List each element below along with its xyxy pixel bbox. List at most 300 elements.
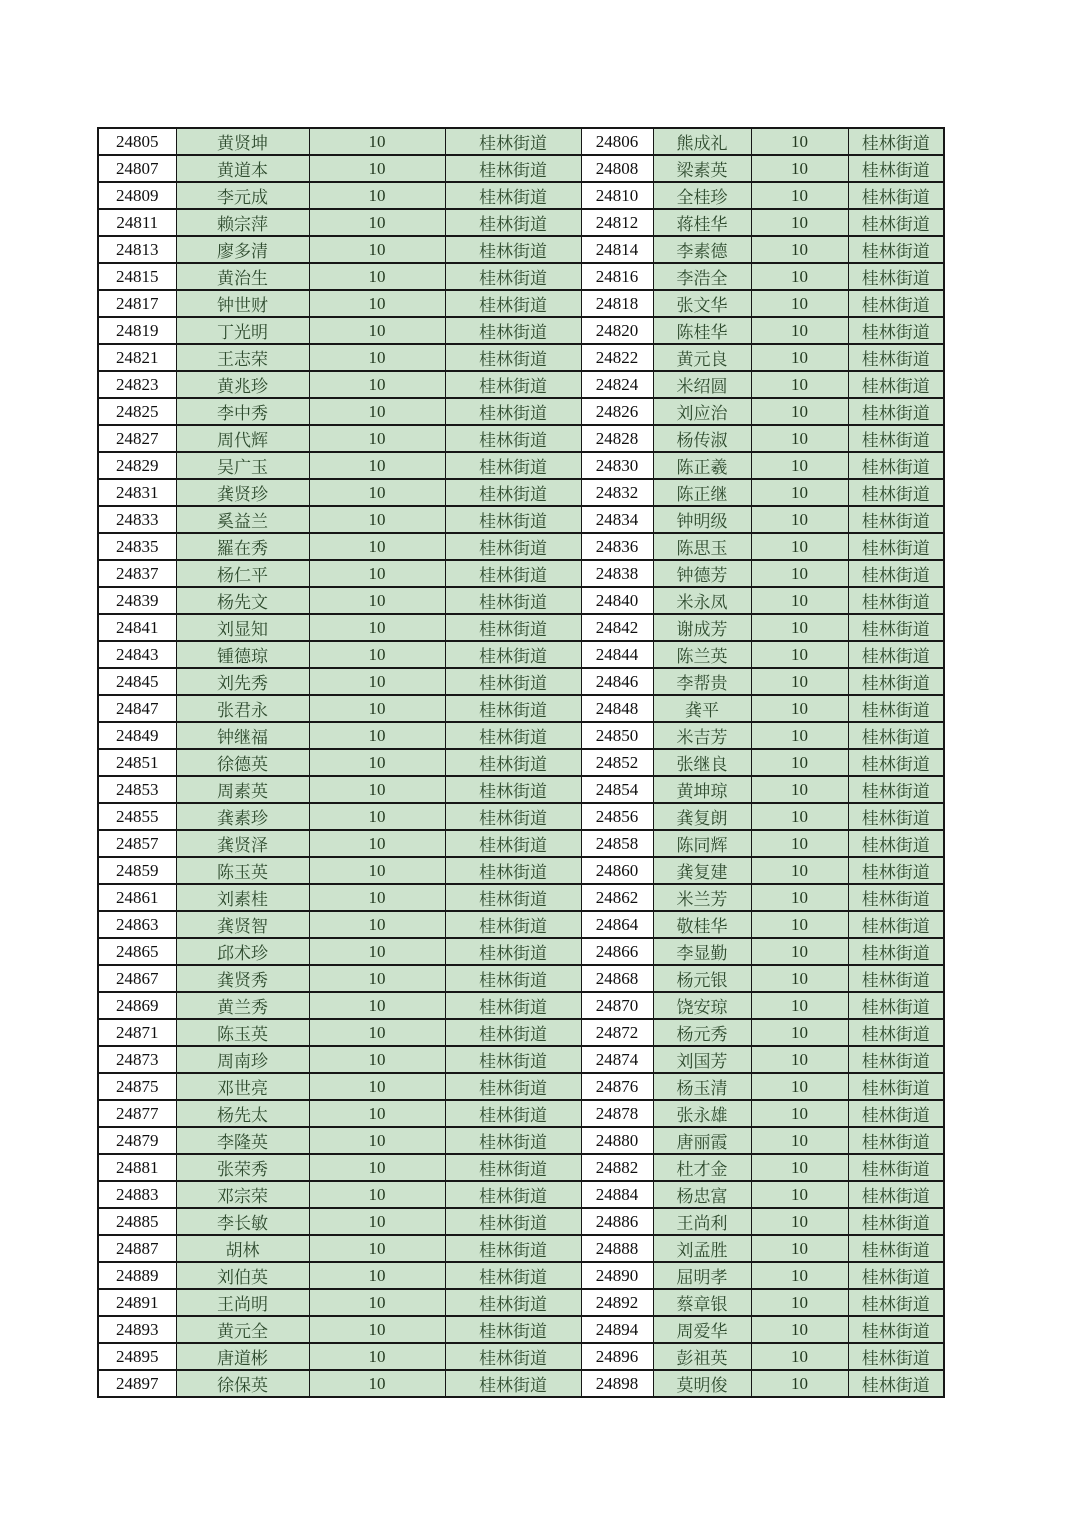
person-name-cell: 米绍圆 xyxy=(653,371,751,398)
street-cell: 桂林街道 xyxy=(848,1127,944,1154)
table-row xyxy=(98,290,944,317)
table-row xyxy=(98,1073,944,1100)
street-cell: 桂林街道 xyxy=(848,938,944,965)
street-cell: 桂林街道 xyxy=(445,533,581,560)
street-cell: 桂林街道 xyxy=(848,1154,944,1181)
person-id-cell: 24838 xyxy=(581,560,653,587)
table-row xyxy=(98,776,944,803)
person-id-cell: 24842 xyxy=(581,614,653,641)
person-name-cell: 邓宗荣 xyxy=(176,1181,309,1208)
person-id-cell: 24824 xyxy=(581,371,653,398)
person-name-cell: 唐丽霞 xyxy=(653,1127,751,1154)
score-cell: 10 xyxy=(751,128,848,155)
score-cell: 10 xyxy=(309,884,445,911)
score-cell: 10 xyxy=(751,1154,848,1181)
table-row xyxy=(98,344,944,371)
person-name-cell: 杨元银 xyxy=(653,965,751,992)
score-cell: 10 xyxy=(751,668,848,695)
person-id-cell: 24835 xyxy=(98,533,176,560)
street-cell: 桂林街道 xyxy=(848,317,944,344)
person-name-cell: 黄兆珍 xyxy=(176,371,309,398)
score-cell: 10 xyxy=(309,425,445,452)
street-cell: 桂林街道 xyxy=(445,317,581,344)
person-name-cell: 陈玉英 xyxy=(176,1019,309,1046)
score-cell: 10 xyxy=(309,1370,445,1397)
person-id-cell: 24844 xyxy=(581,641,653,668)
person-id-cell: 24882 xyxy=(581,1154,653,1181)
street-cell: 桂林街道 xyxy=(445,587,581,614)
score-cell: 10 xyxy=(309,479,445,506)
score-cell: 10 xyxy=(309,1127,445,1154)
person-id-cell: 24860 xyxy=(581,857,653,884)
person-id-cell: 24821 xyxy=(98,344,176,371)
person-name-cell: 刘显知 xyxy=(176,614,309,641)
score-cell: 10 xyxy=(309,1235,445,1262)
person-id-cell: 24825 xyxy=(98,398,176,425)
person-name-cell: 刘先秀 xyxy=(176,668,309,695)
score-cell: 10 xyxy=(751,1208,848,1235)
person-name-cell: 杨先文 xyxy=(176,587,309,614)
street-cell: 桂林街道 xyxy=(445,992,581,1019)
street-cell: 桂林街道 xyxy=(445,1019,581,1046)
person-name-cell: 李长敏 xyxy=(176,1208,309,1235)
person-id-cell: 24863 xyxy=(98,911,176,938)
street-cell: 桂林街道 xyxy=(445,479,581,506)
person-name-cell: 敬桂华 xyxy=(653,911,751,938)
street-cell: 桂林街道 xyxy=(445,1181,581,1208)
table-row xyxy=(98,371,944,398)
person-id-cell: 24866 xyxy=(581,938,653,965)
table-row xyxy=(98,587,944,614)
score-cell: 10 xyxy=(751,1289,848,1316)
person-name-cell: 莫明俊 xyxy=(653,1370,751,1397)
score-cell: 10 xyxy=(751,155,848,182)
person-id-cell: 24832 xyxy=(581,479,653,506)
person-name-cell: 蒋桂华 xyxy=(653,209,751,236)
person-id-cell: 24837 xyxy=(98,560,176,587)
street-cell: 桂林街道 xyxy=(445,641,581,668)
score-cell: 10 xyxy=(751,560,848,587)
street-cell: 桂林街道 xyxy=(445,668,581,695)
table-row xyxy=(98,452,944,479)
person-id-cell: 24815 xyxy=(98,263,176,290)
person-id-cell: 24849 xyxy=(98,722,176,749)
score-cell: 10 xyxy=(309,1100,445,1127)
street-cell: 桂林街道 xyxy=(848,263,944,290)
person-name-cell: 刘应治 xyxy=(653,398,751,425)
score-cell: 10 xyxy=(751,830,848,857)
person-id-cell: 24880 xyxy=(581,1127,653,1154)
street-cell: 桂林街道 xyxy=(848,1289,944,1316)
person-name-cell: 黄坤琼 xyxy=(653,776,751,803)
street-cell: 桂林街道 xyxy=(445,371,581,398)
score-cell: 10 xyxy=(309,641,445,668)
person-name-cell: 龚贤泽 xyxy=(176,830,309,857)
score-cell: 10 xyxy=(309,533,445,560)
street-cell: 桂林街道 xyxy=(445,452,581,479)
score-cell: 10 xyxy=(751,938,848,965)
person-name-cell: 杨玉清 xyxy=(653,1073,751,1100)
person-name-cell: 唐道彬 xyxy=(176,1343,309,1370)
street-cell: 桂林街道 xyxy=(445,830,581,857)
person-name-cell: 李元成 xyxy=(176,182,309,209)
street-cell: 桂林街道 xyxy=(445,1370,581,1397)
person-id-cell: 24840 xyxy=(581,587,653,614)
street-cell: 桂林街道 xyxy=(445,236,581,263)
person-id-cell: 24868 xyxy=(581,965,653,992)
score-cell: 10 xyxy=(309,155,445,182)
person-name-cell: 李帮贵 xyxy=(653,668,751,695)
score-cell: 10 xyxy=(751,290,848,317)
person-id-cell: 24876 xyxy=(581,1073,653,1100)
table-row xyxy=(98,1154,944,1181)
person-id-cell: 24851 xyxy=(98,749,176,776)
street-cell: 桂林街道 xyxy=(848,695,944,722)
person-id-cell: 24871 xyxy=(98,1019,176,1046)
street-cell: 桂林街道 xyxy=(848,1370,944,1397)
street-cell: 桂林街道 xyxy=(445,344,581,371)
person-name-cell: 龚素珍 xyxy=(176,803,309,830)
street-cell: 桂林街道 xyxy=(848,1208,944,1235)
score-cell: 10 xyxy=(309,128,445,155)
person-id-cell: 24810 xyxy=(581,182,653,209)
score-cell: 10 xyxy=(751,1316,848,1343)
person-name-cell: 胡林 xyxy=(176,1235,309,1262)
street-cell: 桂林街道 xyxy=(848,560,944,587)
person-name-cell: 陈兰英 xyxy=(653,641,751,668)
person-name-cell: 龚贤珍 xyxy=(176,479,309,506)
person-name-cell: 梁素英 xyxy=(653,155,751,182)
person-id-cell: 24846 xyxy=(581,668,653,695)
street-cell: 桂林街道 xyxy=(445,857,581,884)
score-cell: 10 xyxy=(309,1046,445,1073)
street-cell: 桂林街道 xyxy=(848,182,944,209)
person-name-cell: 张文华 xyxy=(653,290,751,317)
street-cell: 桂林街道 xyxy=(848,236,944,263)
table-row xyxy=(98,1208,944,1235)
score-cell: 10 xyxy=(751,1100,848,1127)
table-row xyxy=(98,317,944,344)
score-cell: 10 xyxy=(751,425,848,452)
street-cell: 桂林街道 xyxy=(848,155,944,182)
person-name-cell: 黄道本 xyxy=(176,155,309,182)
person-id-cell: 24823 xyxy=(98,371,176,398)
person-name-cell: 李浩全 xyxy=(653,263,751,290)
street-cell: 桂林街道 xyxy=(848,1100,944,1127)
street-cell: 桂林街道 xyxy=(848,398,944,425)
person-id-cell: 24894 xyxy=(581,1316,653,1343)
person-id-cell: 24828 xyxy=(581,425,653,452)
street-cell: 桂林街道 xyxy=(848,1316,944,1343)
person-id-cell: 24826 xyxy=(581,398,653,425)
person-id-cell: 24852 xyxy=(581,749,653,776)
street-cell: 桂林街道 xyxy=(445,1154,581,1181)
person-id-cell: 24857 xyxy=(98,830,176,857)
table-row xyxy=(98,425,944,452)
person-id-cell: 24896 xyxy=(581,1343,653,1370)
person-id-cell: 24870 xyxy=(581,992,653,1019)
person-name-cell: 羅在秀 xyxy=(176,533,309,560)
score-cell: 10 xyxy=(309,1316,445,1343)
street-cell: 桂林街道 xyxy=(445,1343,581,1370)
person-name-cell: 钟德芳 xyxy=(653,560,751,587)
roster-table xyxy=(97,127,945,1398)
person-name-cell: 锺德琼 xyxy=(176,641,309,668)
score-cell: 10 xyxy=(309,695,445,722)
score-cell: 10 xyxy=(751,776,848,803)
person-name-cell: 周爱华 xyxy=(653,1316,751,1343)
table-row xyxy=(98,560,944,587)
person-name-cell: 周南珍 xyxy=(176,1046,309,1073)
score-cell: 10 xyxy=(751,1019,848,1046)
person-id-cell: 24883 xyxy=(98,1181,176,1208)
street-cell: 桂林街道 xyxy=(445,1046,581,1073)
score-cell: 10 xyxy=(309,614,445,641)
person-name-cell: 张荣秀 xyxy=(176,1154,309,1181)
person-id-cell: 24834 xyxy=(581,506,653,533)
person-name-cell: 钟继福 xyxy=(176,722,309,749)
street-cell: 桂林街道 xyxy=(445,209,581,236)
street-cell: 桂林街道 xyxy=(445,560,581,587)
person-id-cell: 24886 xyxy=(581,1208,653,1235)
person-name-cell: 吴广玉 xyxy=(176,452,309,479)
score-cell: 10 xyxy=(309,749,445,776)
table-row xyxy=(98,209,944,236)
table-row xyxy=(98,128,944,155)
score-cell: 10 xyxy=(751,344,848,371)
street-cell: 桂林街道 xyxy=(848,857,944,884)
street-cell: 桂林街道 xyxy=(848,965,944,992)
score-cell: 10 xyxy=(751,695,848,722)
person-name-cell: 陈正羲 xyxy=(653,452,751,479)
person-id-cell: 24820 xyxy=(581,317,653,344)
street-cell: 桂林街道 xyxy=(445,128,581,155)
person-name-cell: 全桂珍 xyxy=(653,182,751,209)
person-name-cell: 黄兰秀 xyxy=(176,992,309,1019)
person-id-cell: 24819 xyxy=(98,317,176,344)
person-name-cell: 刘伯英 xyxy=(176,1262,309,1289)
score-cell: 10 xyxy=(751,317,848,344)
score-cell: 10 xyxy=(309,506,445,533)
score-cell: 10 xyxy=(309,1019,445,1046)
person-name-cell: 张继良 xyxy=(653,749,751,776)
table-row xyxy=(98,830,944,857)
score-cell: 10 xyxy=(309,398,445,425)
person-id-cell: 24839 xyxy=(98,587,176,614)
street-cell: 桂林街道 xyxy=(445,182,581,209)
person-name-cell: 李隆英 xyxy=(176,1127,309,1154)
street-cell: 桂林街道 xyxy=(445,1208,581,1235)
person-name-cell: 龚复建 xyxy=(653,857,751,884)
person-id-cell: 24856 xyxy=(581,803,653,830)
person-id-cell: 24829 xyxy=(98,452,176,479)
score-cell: 10 xyxy=(751,884,848,911)
person-id-cell: 24843 xyxy=(98,641,176,668)
street-cell: 桂林街道 xyxy=(445,1127,581,1154)
person-id-cell: 24893 xyxy=(98,1316,176,1343)
score-cell: 10 xyxy=(751,371,848,398)
score-cell: 10 xyxy=(751,263,848,290)
table-row xyxy=(98,506,944,533)
person-name-cell: 奚益兰 xyxy=(176,506,309,533)
score-cell: 10 xyxy=(309,344,445,371)
person-id-cell: 24807 xyxy=(98,155,176,182)
street-cell: 桂林街道 xyxy=(848,749,944,776)
street-cell: 桂林街道 xyxy=(848,992,944,1019)
table-row xyxy=(98,155,944,182)
person-id-cell: 24897 xyxy=(98,1370,176,1397)
table-row xyxy=(98,1127,944,1154)
table-row xyxy=(98,398,944,425)
person-name-cell: 李显勤 xyxy=(653,938,751,965)
person-name-cell: 饶安琼 xyxy=(653,992,751,1019)
street-cell: 桂林街道 xyxy=(445,1316,581,1343)
table-row xyxy=(98,263,944,290)
street-cell: 桂林街道 xyxy=(445,290,581,317)
table-row xyxy=(98,1019,944,1046)
street-cell: 桂林街道 xyxy=(848,803,944,830)
person-id-cell: 24855 xyxy=(98,803,176,830)
person-id-cell: 24862 xyxy=(581,884,653,911)
person-id-cell: 24841 xyxy=(98,614,176,641)
person-id-cell: 24877 xyxy=(98,1100,176,1127)
score-cell: 10 xyxy=(309,668,445,695)
person-name-cell: 王尚明 xyxy=(176,1289,309,1316)
table-row xyxy=(98,182,944,209)
score-cell: 10 xyxy=(751,1235,848,1262)
person-id-cell: 24895 xyxy=(98,1343,176,1370)
street-cell: 桂林街道 xyxy=(848,722,944,749)
person-id-cell: 24814 xyxy=(581,236,653,263)
person-id-cell: 24848 xyxy=(581,695,653,722)
person-name-cell: 龚贤秀 xyxy=(176,965,309,992)
person-id-cell: 24874 xyxy=(581,1046,653,1073)
table-row xyxy=(98,1181,944,1208)
table-row xyxy=(98,668,944,695)
street-cell: 桂林街道 xyxy=(445,1100,581,1127)
score-cell: 10 xyxy=(751,182,848,209)
street-cell: 桂林街道 xyxy=(848,344,944,371)
street-cell: 桂林街道 xyxy=(445,425,581,452)
person-name-cell: 刘国芳 xyxy=(653,1046,751,1073)
person-id-cell: 24885 xyxy=(98,1208,176,1235)
person-name-cell: 熊成礼 xyxy=(653,128,751,155)
person-id-cell: 24854 xyxy=(581,776,653,803)
street-cell: 桂林街道 xyxy=(445,776,581,803)
person-name-cell: 米兰芳 xyxy=(653,884,751,911)
person-id-cell: 24890 xyxy=(581,1262,653,1289)
person-name-cell: 黄治生 xyxy=(176,263,309,290)
table-row xyxy=(98,236,944,263)
street-cell: 桂林街道 xyxy=(445,506,581,533)
street-cell: 桂林街道 xyxy=(848,614,944,641)
score-cell: 10 xyxy=(751,965,848,992)
score-cell: 10 xyxy=(309,830,445,857)
person-name-cell: 丁光明 xyxy=(176,317,309,344)
person-id-cell: 24836 xyxy=(581,533,653,560)
score-cell: 10 xyxy=(309,722,445,749)
street-cell: 桂林街道 xyxy=(445,965,581,992)
street-cell: 桂林街道 xyxy=(848,884,944,911)
person-name-cell: 李素德 xyxy=(653,236,751,263)
score-cell: 10 xyxy=(309,1208,445,1235)
street-cell: 桂林街道 xyxy=(848,1343,944,1370)
street-cell: 桂林街道 xyxy=(848,776,944,803)
street-cell: 桂林街道 xyxy=(445,1262,581,1289)
person-id-cell: 24898 xyxy=(581,1370,653,1397)
person-id-cell: 24879 xyxy=(98,1127,176,1154)
street-cell: 桂林街道 xyxy=(445,938,581,965)
person-name-cell: 赖宗萍 xyxy=(176,209,309,236)
person-id-cell: 24878 xyxy=(581,1100,653,1127)
person-name-cell: 龚复朗 xyxy=(653,803,751,830)
score-cell: 10 xyxy=(751,533,848,560)
score-cell: 10 xyxy=(309,560,445,587)
score-cell: 10 xyxy=(751,1262,848,1289)
person-name-cell: 钟明级 xyxy=(653,506,751,533)
person-id-cell: 24853 xyxy=(98,776,176,803)
person-id-cell: 24830 xyxy=(581,452,653,479)
person-name-cell: 黄贤坤 xyxy=(176,128,309,155)
score-cell: 10 xyxy=(309,776,445,803)
person-name-cell: 陈桂华 xyxy=(653,317,751,344)
score-cell: 10 xyxy=(751,1073,848,1100)
person-id-cell: 24881 xyxy=(98,1154,176,1181)
street-cell: 桂林街道 xyxy=(445,614,581,641)
person-id-cell: 24888 xyxy=(581,1235,653,1262)
street-cell: 桂林街道 xyxy=(848,371,944,398)
street-cell: 桂林街道 xyxy=(848,452,944,479)
score-cell: 10 xyxy=(751,452,848,479)
person-name-cell: 杨仁平 xyxy=(176,560,309,587)
table-row xyxy=(98,533,944,560)
score-cell: 10 xyxy=(751,641,848,668)
score-cell: 10 xyxy=(751,1343,848,1370)
street-cell: 桂林街道 xyxy=(848,425,944,452)
person-id-cell: 24859 xyxy=(98,857,176,884)
person-id-cell: 24864 xyxy=(581,911,653,938)
table-row xyxy=(98,1100,944,1127)
street-cell: 桂林街道 xyxy=(848,1073,944,1100)
table-row xyxy=(98,1316,944,1343)
person-id-cell: 24813 xyxy=(98,236,176,263)
table-row xyxy=(98,614,944,641)
table-row xyxy=(98,1289,944,1316)
score-cell: 10 xyxy=(751,722,848,749)
person-id-cell: 24892 xyxy=(581,1289,653,1316)
street-cell: 桂林街道 xyxy=(848,668,944,695)
person-name-cell: 屈明孝 xyxy=(653,1262,751,1289)
person-id-cell: 24833 xyxy=(98,506,176,533)
person-id-cell: 24845 xyxy=(98,668,176,695)
person-name-cell: 张君永 xyxy=(176,695,309,722)
score-cell: 10 xyxy=(751,1181,848,1208)
person-name-cell: 杨先太 xyxy=(176,1100,309,1127)
score-cell: 10 xyxy=(309,1181,445,1208)
score-cell: 10 xyxy=(309,1289,445,1316)
street-cell: 桂林街道 xyxy=(445,1289,581,1316)
score-cell: 10 xyxy=(751,992,848,1019)
street-cell: 桂林街道 xyxy=(445,1235,581,1262)
street-cell: 桂林街道 xyxy=(848,533,944,560)
person-name-cell: 杜才金 xyxy=(653,1154,751,1181)
person-id-cell: 24884 xyxy=(581,1181,653,1208)
person-name-cell: 黄元良 xyxy=(653,344,751,371)
score-cell: 10 xyxy=(309,803,445,830)
street-cell: 桂林街道 xyxy=(848,1046,944,1073)
score-cell: 10 xyxy=(309,938,445,965)
person-name-cell: 陈玉英 xyxy=(176,857,309,884)
